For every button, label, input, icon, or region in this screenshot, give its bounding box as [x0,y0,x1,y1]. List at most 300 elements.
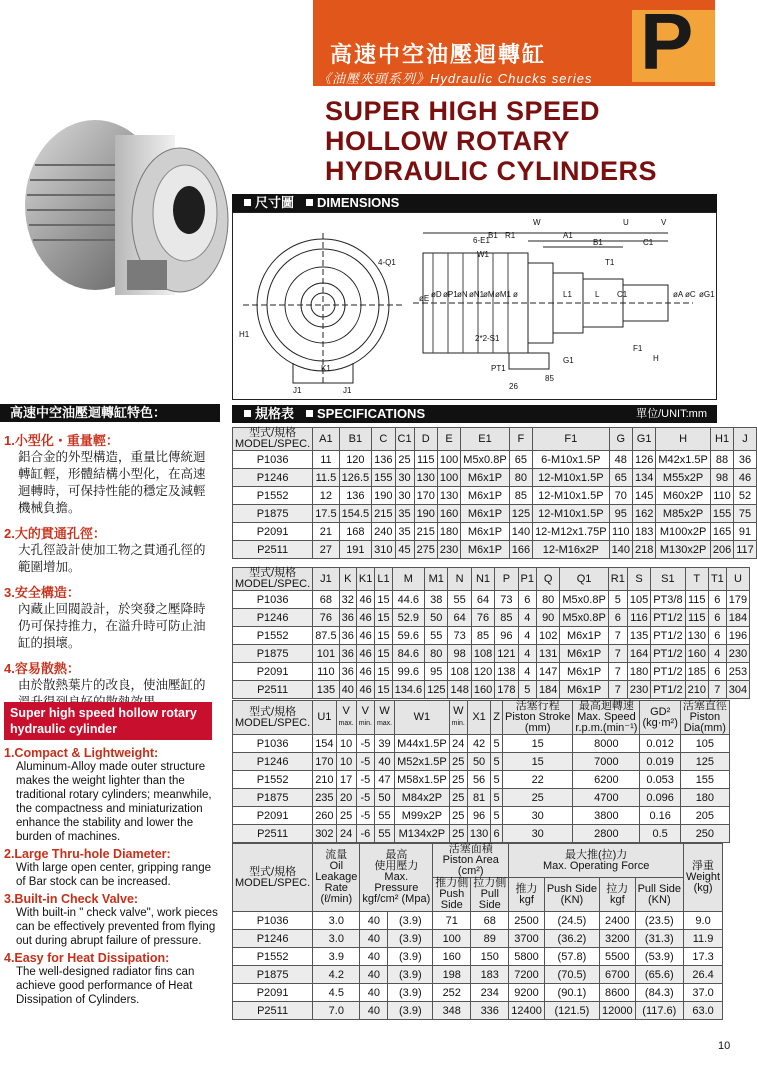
table-cell: 7 [708,681,726,699]
table-cell: 2400 [600,912,636,930]
model-cell: P1036 [233,735,313,753]
column-header: C [372,428,395,451]
table-cell: 26.4 [684,966,723,984]
table-cell: 68 [313,591,339,609]
table-cell: 59.6 [392,627,425,645]
table-cell: 84.6 [392,645,425,663]
label-4q1: 4-Q1 [378,258,396,267]
table-cell: 98 [448,645,471,663]
specifications-bar-en: SPECIFICATIONS [317,406,426,421]
table-cell: 184 [726,609,749,627]
feature-en-text: burden of machines. [16,831,121,843]
table-cell: 179 [726,591,749,609]
table-cell: PT3/8 [651,591,685,609]
table-cell: 6 [708,591,726,609]
table-cell: (3.9) [388,1002,433,1020]
table-cell: 134.6 [392,681,425,699]
table-cell: 90 [537,609,560,627]
table-cell: M6x1P [560,681,608,699]
table-cell: 65 [509,451,532,469]
label-on: øN [457,290,468,299]
model-cell: P1875 [233,505,313,523]
table-cell: 39 [374,735,394,753]
table-cell: 304 [726,681,749,699]
table-cell: 52.9 [392,609,425,627]
model-header: 型式/規格 MODEL/SPEC. [233,844,313,912]
column-header: Q [537,568,560,591]
title-chinese: 高速中空油壓迴轉缸 [330,42,547,67]
table-cell: M134x2P [395,825,450,843]
table-cell: 70 [609,487,632,505]
table-cell: 17 [336,771,356,789]
table-cell: 147 [537,663,560,681]
table-cell: 88 [710,451,733,469]
label-v: V [661,218,667,227]
table-cell: 15 [375,681,392,699]
table-cell: PT1/2 [651,645,685,663]
column-header: E1 [461,428,509,451]
table-cell: (23.5) [635,912,683,930]
table-cell: 105 [680,735,729,753]
feature-zh-item [4,523,220,576]
bullet-square-icon [306,410,313,417]
table-cell: 235 [313,789,336,807]
table-cell: 36 [339,645,356,663]
section-letter: P [640,0,694,86]
table-cell: 15 [375,645,392,663]
table-cell: 0.5 [640,825,680,843]
table-cell: 5 [608,591,627,609]
table-cell: 3.0 [313,912,360,930]
table-cell: 230 [437,541,460,559]
table-cell: M6x1P [461,505,509,523]
table-cell: (70.5) [544,966,599,984]
feature-en-text: traditional rotary cylinders; meanwhile, [16,789,212,801]
table-cell: 234 [471,984,509,1002]
product-photo [15,95,240,315]
table-cell: 121 [495,645,518,663]
table-cell: 6 [491,825,503,843]
feature-zh-text: 仍可保持推力，在溢升時可防止油 [18,619,206,633]
table-cell: 120 [471,663,494,681]
table-cell: 5500 [600,948,636,966]
table-row [233,753,730,771]
table-cell: -5 [356,807,374,825]
feature-zh-heading: 1.小型化・重量輕： [4,433,119,448]
table-cell: M42x1.5P [656,451,711,469]
model-cell: P1875 [233,789,313,807]
column-header: Z [491,701,503,735]
table-cell: (57.8) [544,948,599,966]
table-cell: 30 [395,469,414,487]
model-cell: P1552 [233,948,313,966]
dimensions-bar-zh: 尺寸圖 [255,195,295,210]
table-cell: 160 [433,948,471,966]
table-cell: 348 [433,1002,471,1020]
table-cell: 125 [425,681,448,699]
model-header: 型式/規格 MODEL/SPEC. [233,701,313,735]
model-header: 型式/規格 MODEL/SPEC. [233,428,313,451]
table-cell: 95 [609,505,632,523]
label-pt1: PT1 [491,364,506,373]
table-cell: M100x2P [656,523,711,541]
model-cell: P1552 [233,487,313,505]
table-cell: M130x2P [656,541,711,559]
table-cell: 64 [471,591,494,609]
table-cell: 98 [710,469,733,487]
table-cell: 120 [339,451,372,469]
table-cell: 15 [375,627,392,645]
table-cell: 11 [313,451,339,469]
table-cell: PT1/2 [651,681,685,699]
feature-en-heading: 2.Large Thru-hole Diameter: [4,847,171,861]
feature-en-text: can be effectively prevented from flying [16,921,216,933]
table-cell: (36.2) [544,930,599,948]
table-cell: 2800 [573,825,640,843]
table-cell: 22 [502,771,572,789]
table-cell: 10 [336,735,356,753]
table-cell: 40 [374,753,394,771]
feature-zh-text: 轉缸輕，形體結構小型化，在高速 [18,467,206,481]
table-cell: 56 [467,771,490,789]
table-cell: 36 [339,663,356,681]
table-cell: 3.0 [313,930,360,948]
spec-table-1 [232,427,757,559]
bullet-square-icon [244,410,251,417]
table-cell: 64 [448,609,471,627]
table-cell: -6 [356,825,374,843]
table-cell: 55 [448,591,471,609]
table-cell: 11.9 [684,930,723,948]
table-cell: 4 [518,663,536,681]
leakage-header: 流量 Oil Leakage Rate (ℓ/min) [313,844,360,912]
table-cell: 6 [708,663,726,681]
table-cell: (24.5) [544,912,599,930]
model-cell: P1246 [233,753,313,771]
table-cell: 126.5 [339,469,372,487]
table-cell: (3.9) [388,912,433,930]
column-header: K1 [356,568,374,591]
table-cell: 80 [509,469,532,487]
table-cell: 30 [502,825,572,843]
features-zh-bar: 高速中空油壓迴轉缸特色： [0,404,220,422]
table-cell: (117.6) [635,1002,683,1020]
table-cell: 89 [471,930,509,948]
label-c1b: C1 [617,290,628,299]
table-cell: -5 [356,789,374,807]
table-cell: 5800 [509,948,545,966]
dimension-drawing [233,213,716,399]
feature-en-heading: 1.Compact & Lightweight: [4,746,159,760]
table-cell: 210 [685,681,708,699]
pull-kgf-header: 拉力 kgf [600,878,636,912]
table-cell: 138 [495,663,518,681]
table-cell: 180 [437,523,460,541]
table-cell: 8000 [573,735,640,753]
table-row [233,930,723,948]
table-cell: 101 [313,645,339,663]
table-cell: 5 [491,789,503,807]
label-og1: øG1 [699,290,715,299]
label-h: H [653,354,659,363]
table-cell: 50 [374,789,394,807]
label-6e1: 6-E1 [473,236,490,245]
table-cell: 50 [425,609,448,627]
feature-en-text: enhance the stability and lower the [16,817,194,829]
table-cell: 180 [627,663,650,681]
column-header: M1 [425,568,448,591]
table-cell: 7000 [573,753,640,771]
column-header: H1 [710,428,733,451]
table-cell: M55x2P [656,469,711,487]
table-cell: 160 [471,681,494,699]
table-cell: 205 [680,807,729,825]
feature-en-text: With large open center, gripping range [16,862,211,874]
model-cell: P1246 [233,930,313,948]
table-header-row [233,568,750,591]
model-cell: P1036 [233,912,313,930]
table-row [233,807,730,825]
table-row [233,825,730,843]
column-header: P [495,568,518,591]
bullet-square-icon [244,199,251,206]
feature-zh-heading: 4.容易散熱： [4,661,80,676]
table-cell: 190 [414,505,437,523]
table-cell: 252 [433,984,471,1002]
table-row [233,469,757,487]
table-row [233,789,730,807]
table-cell: M6x1P [560,627,608,645]
table-cell: (90.1) [544,984,599,1002]
table-cell: 24 [336,825,356,843]
table-cell: 85 [509,487,532,505]
table-cell: 12-M10x1.5P [533,487,610,505]
table-body [233,912,723,1020]
table-cell: 5 [491,753,503,771]
table-cell: 25 [336,807,356,825]
table-cell: 9.0 [684,912,723,930]
table-cell: 6200 [573,771,640,789]
table-cell: 140 [609,541,632,559]
feature-en-text: Dissipation of Cylinders. [16,994,140,1006]
title-line-1: SUPER HIGH SPEED [325,96,601,126]
column-header: Q1 [560,568,608,591]
table-cell: 46 [734,469,757,487]
unit-label: 單位/UNIT:mm [636,408,707,420]
table-cell: 166 [509,541,532,559]
table-cell: 8600 [600,984,636,1002]
table-cell: (3.9) [388,984,433,1002]
table-cell: 184 [537,681,560,699]
column-header: J1 [313,568,339,591]
table-cell: 38 [425,591,448,609]
table-cell: 125 [680,753,729,771]
table-cell: 0.012 [640,735,680,753]
table-cell: 68 [471,912,509,930]
label-b1b: B1 [593,238,603,247]
table-cell: 21 [313,523,339,541]
table-cell: 4 [708,645,726,663]
table-cell: 131 [537,645,560,663]
label-t1: T1 [605,258,615,267]
table-cell: 65 [609,469,632,487]
table-row [233,771,730,789]
feature-en-text: the compactness and miniaturization [16,803,203,815]
table-cell: 50 [467,753,490,771]
table-cell: 210 [313,771,336,789]
table-cell: 130 [685,627,708,645]
table-cell: 0.053 [640,771,680,789]
table-cell: 100 [437,451,460,469]
feature-zh-text: 鋁合金的外型構造，重量比傳統迴 [18,450,206,464]
spec-table-3 [232,700,730,843]
feature-en-text: The well-designed radiator fins can [16,966,195,978]
label-o: ø [513,290,518,299]
table-cell: 115 [685,591,708,609]
label-op1: øP1 [443,290,458,299]
table-row [233,663,750,681]
table-row [233,984,723,1002]
table-cell: (65.6) [635,966,683,984]
table-cell: 7 [608,645,627,663]
table-cell: 206 [710,541,733,559]
table-cell: 4 [518,645,536,663]
label-85: 85 [545,374,554,383]
table-cell: 183 [471,966,509,984]
table-cell: 191 [339,541,372,559]
table-cell: 2500 [509,912,545,930]
model-cell: P1552 [233,771,313,789]
table-cell: 4 [518,609,536,627]
table-cell: 36 [734,451,757,469]
column-header: K [339,568,356,591]
table-cell: 183 [632,523,655,541]
column-header: V min. [356,701,374,735]
table-row [233,948,723,966]
table-cell: 46 [356,591,374,609]
specifications-bar [232,405,717,423]
table-cell: 110 [710,487,733,505]
feature-en-item [4,746,226,844]
table-row [233,591,750,609]
table-cell: 302 [313,825,336,843]
feature-en-text: With built-in " check valve", work pieces [16,907,218,919]
table-row [233,609,750,627]
table-cell: 40 [339,681,356,699]
label-w: W [533,218,541,227]
label-on1: øN1 [469,290,485,299]
table-cell: 185 [685,663,708,681]
model-cell: P1036 [233,591,313,609]
table-cell: M60x2P [656,487,711,505]
table-cell: 115 [685,609,708,627]
model-cell: P2511 [233,1002,313,1020]
feature-zh-text: 內藏止回閥設計，於突發之壓降時 [18,602,206,616]
table-cell: 218 [632,541,655,559]
table-cell: 130 [437,487,460,505]
table-cell: (121.5) [544,1002,599,1020]
label-l1: L1 [563,290,572,299]
label-r1: R1 [505,231,516,240]
table-cell: 3200 [600,930,636,948]
table-cell: 25 [502,789,572,807]
table-cell: 198 [433,966,471,984]
table-cell: 310 [372,541,395,559]
table-cell: 0.096 [640,789,680,807]
table-cell: 7.0 [313,1002,360,1020]
table-cell: M44x1.5P [395,735,450,753]
label-c1: C1 [643,238,654,247]
table-cell: 100 [433,930,471,948]
table-cell: 7 [608,663,627,681]
table-row [233,487,757,505]
table-cell: 154 [313,735,336,753]
table-cell: 55 [374,807,394,825]
table-cell: 5 [491,807,503,825]
table-header-row [233,701,730,735]
table-cell: 230 [627,681,650,699]
table-cell: 110 [313,663,339,681]
table-cell: 36 [339,609,356,627]
table-cell: 17.3 [684,948,723,966]
table-cell: 46 [356,645,374,663]
table-cell: 40 [360,984,388,1002]
label-w1: W1 [477,250,489,259]
feature-en-text: achieve good performance of Heat [16,980,193,992]
table-cell: 140 [509,523,532,541]
table-cell: 3.9 [313,948,360,966]
table-cell: 85 [495,609,518,627]
column-header: T [685,568,708,591]
feature-en-text: of Bar stock can be increased. [16,876,171,888]
table-cell: 47 [374,771,394,789]
table-cell: 6 [708,609,726,627]
label-od: øD [431,290,442,299]
table-cell: 108 [448,663,471,681]
table-cell: 3800 [573,807,640,825]
table-cell: 100 [437,469,460,487]
table-cell: 336 [471,1002,509,1020]
table-cell: 75 [734,505,757,523]
label-b1: B1 [488,231,498,240]
model-cell: P1875 [233,645,313,663]
table-cell: 15 [375,663,392,681]
table-cell: PT1/2 [651,627,685,645]
table-cell: M6x1P [461,487,509,505]
label-k1: K1 [321,364,331,373]
table-cell: 25 [449,753,467,771]
table-cell: 230 [726,645,749,663]
table-cell: 25 [449,789,467,807]
table-cell: 17.5 [313,505,339,523]
table-cell: 95 [425,663,448,681]
column-header: F [509,428,532,451]
table-cell: 130 [467,825,490,843]
model-cell: P2091 [233,523,313,541]
table-cell: 24 [449,735,467,753]
column-header: R1 [608,568,627,591]
feature-en-text: Aluminum-Alloy made outer structure [16,761,206,773]
table-cell: 136 [372,451,395,469]
model-cell: P2091 [233,984,313,1002]
table-cell: 0.16 [640,807,680,825]
table-cell: 155 [710,505,733,523]
column-header: C1 [395,428,414,451]
table-cell: 63.0 [684,1002,723,1020]
table-cell: 4 [518,627,536,645]
column-header: F1 [533,428,610,451]
table-cell: 45 [395,541,414,559]
